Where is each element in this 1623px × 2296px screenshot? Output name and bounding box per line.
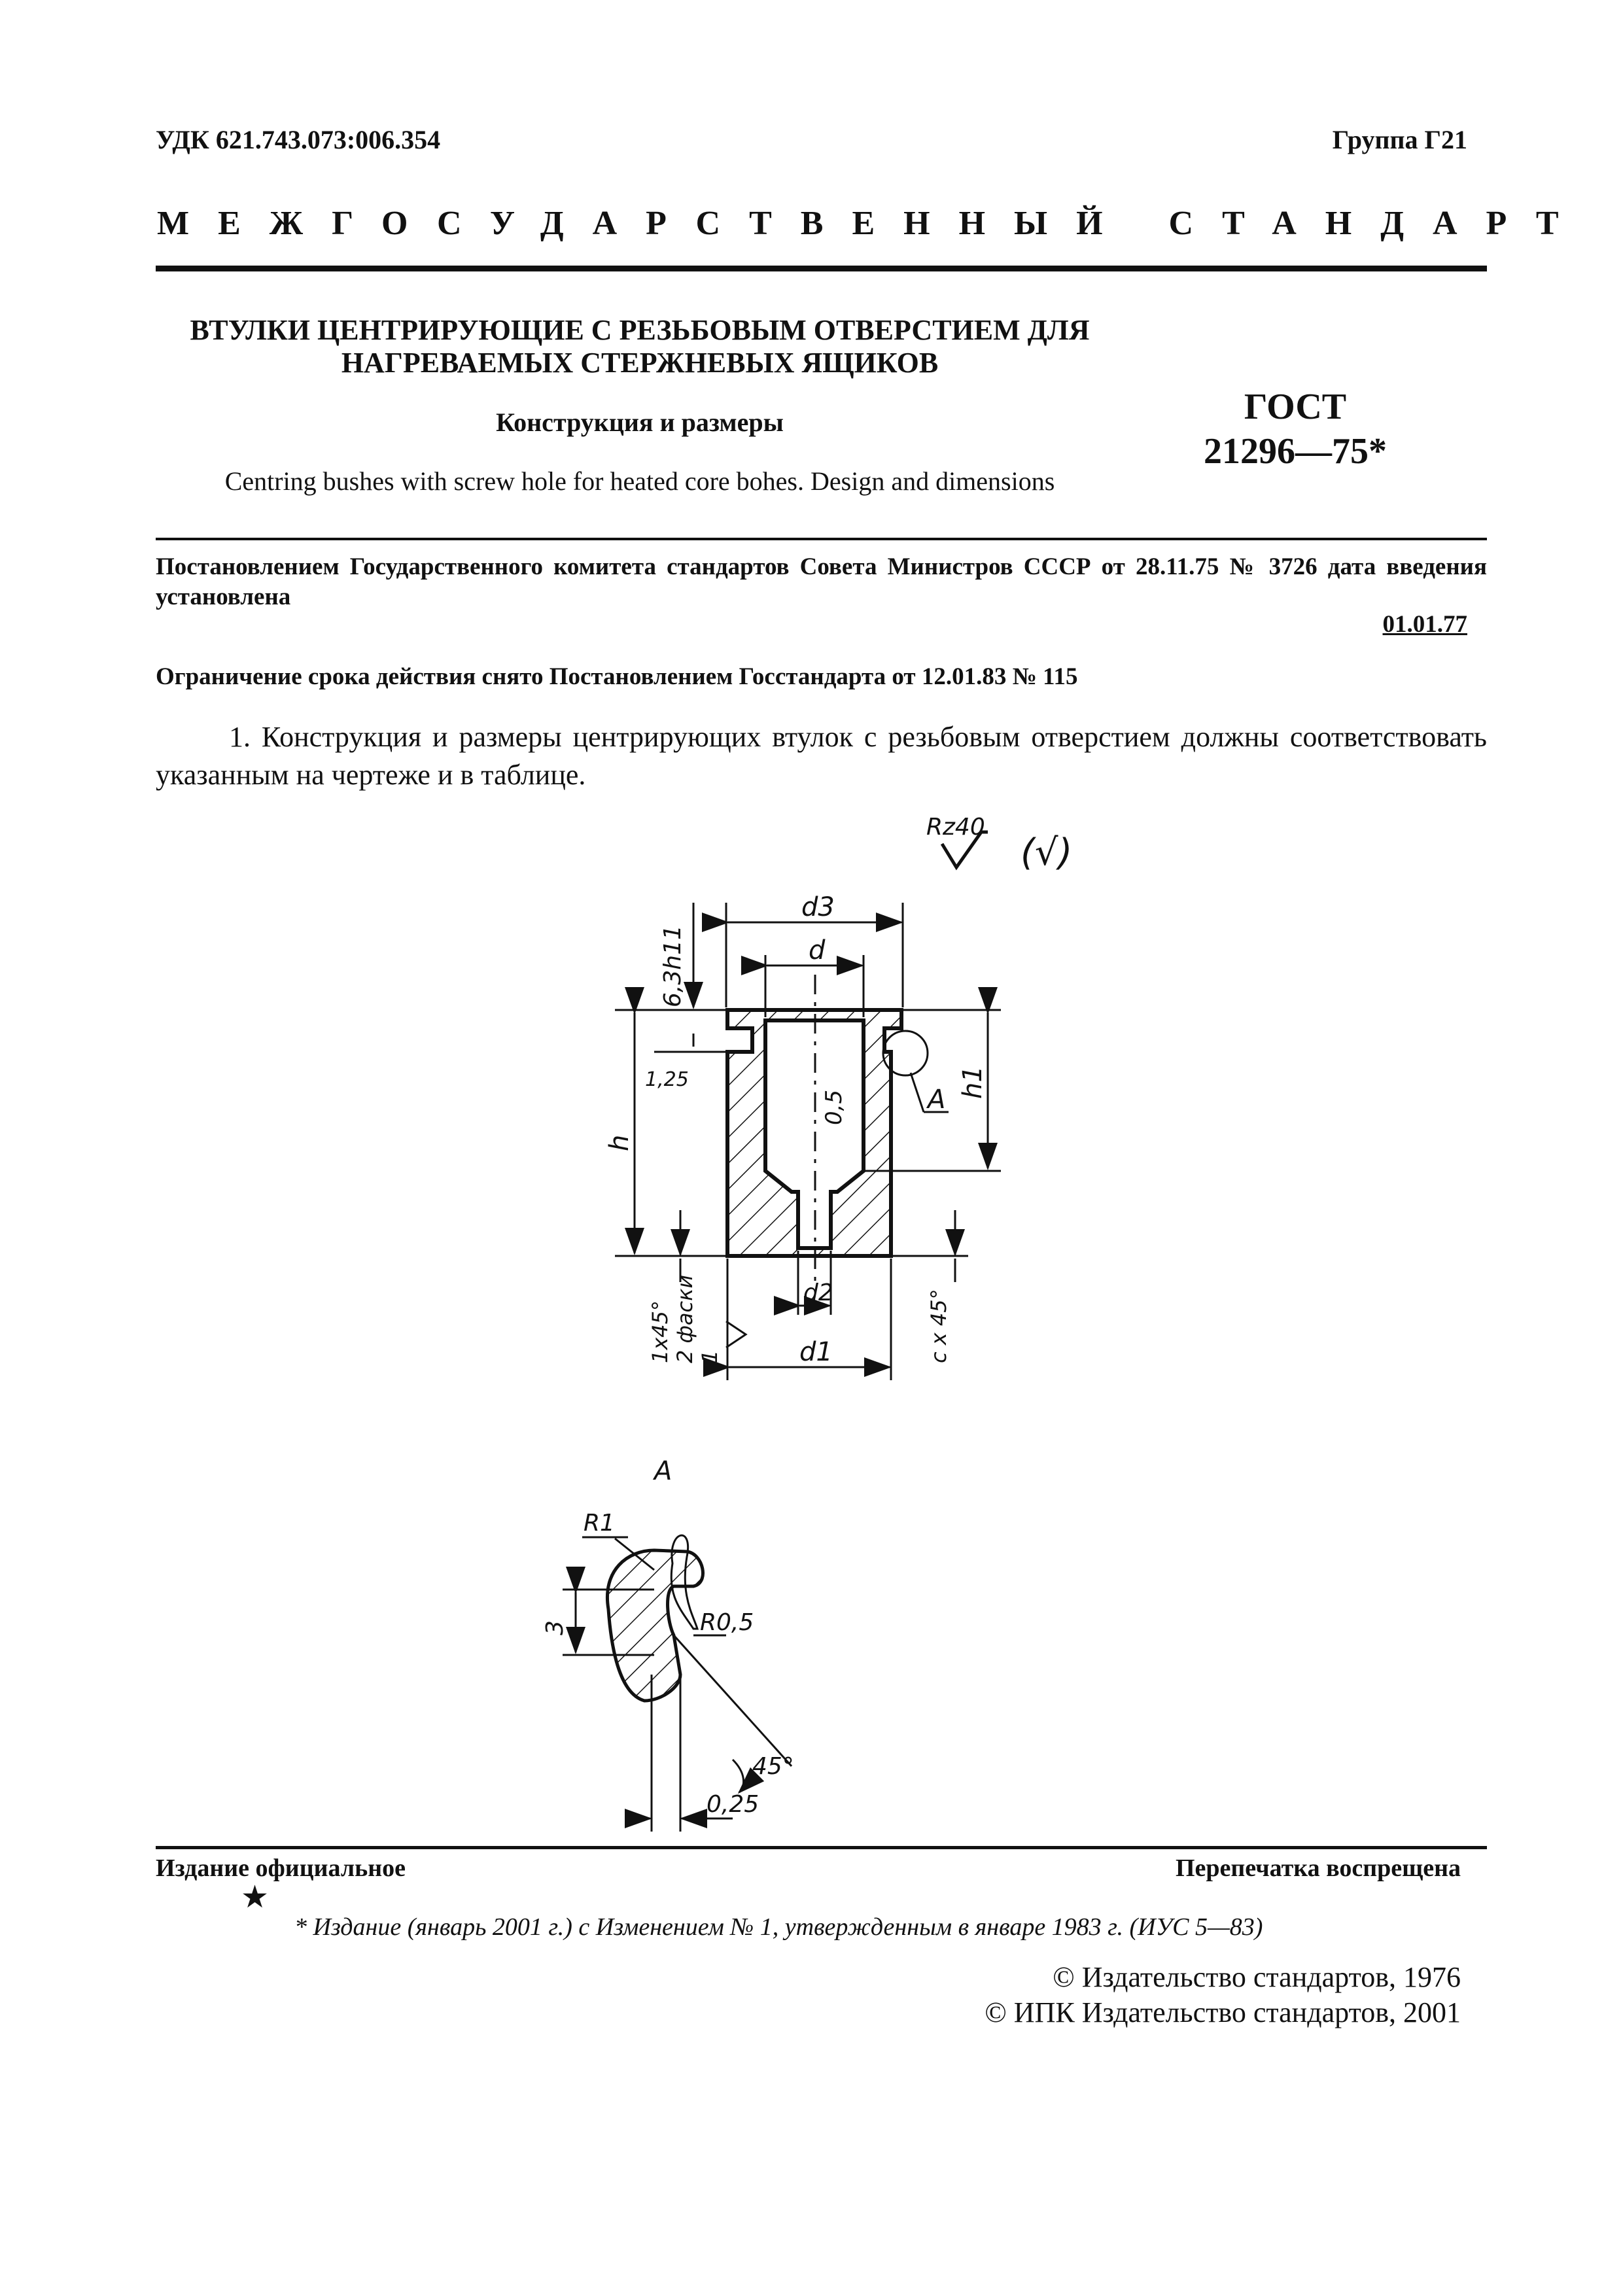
label-d3: d3: [801, 892, 835, 922]
doc-subtitle: Конструкция и размеры: [496, 408, 784, 437]
label-one: 1: [697, 1349, 722, 1363]
copyright-block: [985, 1960, 1461, 2030]
detail-a: [542, 1456, 794, 1832]
paragraph-1: 1. Конструкция и размеры центрирующих втулок с резьбовым отверстием должны соответствовать указанным на чертеже и в таблице.: [156, 721, 1487, 791]
standard-kind: МЕЖГОСУДАРСТВЕННЫЙ СТАНДАРТ: [157, 205, 1588, 242]
detail-r05: R0,5: [700, 1609, 754, 1636]
label-chamfer2: 2 фаски: [672, 1274, 697, 1363]
group-code: Группа Г21: [1332, 125, 1467, 154]
copyright-2001: © ИПК Издательство стандартов, 2001: [985, 1996, 1461, 2028]
label-cx45: c x 45°: [926, 1289, 951, 1363]
decree-text: Постановлением Государственного комитета стандартов Совета Министров СССР от 28.11.75 № 3726 дата введения установлена: [156, 553, 1487, 610]
detail-025: 0,25: [707, 1791, 759, 1818]
label-d1: d1: [799, 1337, 833, 1367]
copyright-1976: © Издательство стандартов, 1976: [1053, 1961, 1461, 1993]
doc-title-line1: ВТУЛКИ ЦЕНТРИРУЮЩИЕ С РЕЗЬБОВЫМ ОТВЕРСТИЕМ ДЛЯ: [190, 314, 1090, 346]
footer-rule: [156, 1846, 1487, 1849]
label-d: d: [809, 935, 826, 965]
label-h: h: [604, 1134, 635, 1151]
roughness-symbol: [926, 814, 1072, 874]
reprint-notice: Перепечатка воспрещена: [1175, 1854, 1461, 1882]
label-d2: d2: [803, 1279, 833, 1306]
label-h1: h1: [958, 1066, 988, 1099]
roughness-label: Rz40: [926, 814, 985, 841]
bushing-section: [727, 975, 949, 1282]
detail-a-title: A: [654, 1456, 672, 1486]
label-a: A: [928, 1085, 946, 1115]
udk-code: УДК 621.743.073:006.354: [156, 125, 441, 154]
decree-date: 01.01.77: [1382, 611, 1467, 638]
star-mark: ★: [241, 1880, 270, 1915]
limitation-text: Ограничение срока действия снято Постановлением Госстандарта от 12.01.83 № 115: [156, 663, 1078, 690]
label-125: 1,25: [645, 1068, 689, 1091]
label-chamfer: 1x45°: [648, 1300, 672, 1363]
gost-number: 21296—75*: [1204, 431, 1387, 472]
detail-angle: 45°: [752, 1753, 794, 1780]
doc-title-line2: НАГРЕВАЕМЫХ СТЕРЖНЕВЫХ ЯЩИКОВ: [341, 347, 939, 379]
detail-three: 3: [542, 1620, 568, 1635]
english-title: Centring bushes with screw hole for heated core bohes. Design and dimensions: [224, 466, 1055, 496]
gost-label: ГОСТ: [1244, 387, 1347, 427]
official-edition: Издание официальное: [156, 1854, 406, 1882]
label-05: 0,5: [821, 1089, 847, 1125]
detail-r1: R1: [584, 1510, 615, 1537]
label-h11: 6,3h11: [659, 925, 686, 1007]
edition-note: * Издание (январь 2001 г.) с Изменением № 1, утвержденным в январе 1983 г. (ИУС 5—83): [294, 1913, 1263, 1941]
roughness-paren: (√): [1021, 831, 1073, 874]
